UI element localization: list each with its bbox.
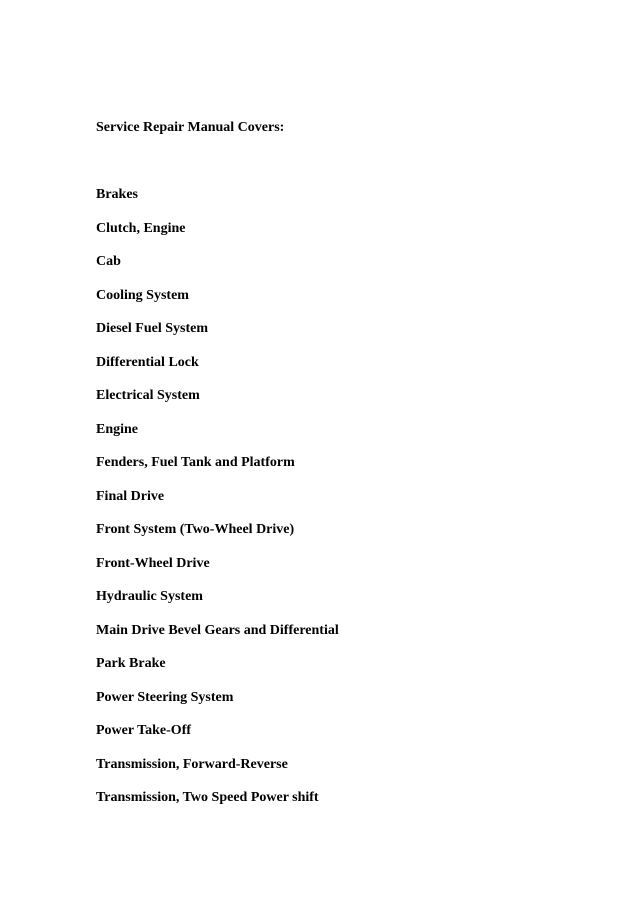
topic-item: Transmission, Forward-Reverse [96, 756, 288, 772]
topic-item: Engine [96, 421, 139, 437]
topic-item: Front System (Two-Wheel Drive) [96, 522, 295, 537]
page-heading: Service Repair Manual Covers: [96, 120, 285, 135]
topics-list [96, 186, 339, 823]
topic-item: Fenders, Fuel Tank and Platform [96, 455, 295, 470]
topic-item: Hydraulic System [96, 589, 203, 604]
topic-item: Cab [96, 254, 121, 269]
topic-item: Differential Lock [96, 354, 199, 370]
topic-item: Clutch, Engine [96, 220, 186, 236]
topic-item: Electrical System [96, 388, 200, 403]
topic-item: Final Drive [96, 488, 165, 504]
topic-item: Power Steering System [96, 689, 234, 705]
topic-item: Front-Wheel Drive [96, 555, 210, 571]
topic-item: Main Drive Bevel Gears and Differential [96, 622, 339, 638]
topic-item: Cooling System [96, 287, 189, 303]
topic-item: Diesel Fuel System [96, 321, 208, 336]
topic-item: Park Brake [96, 656, 166, 671]
topic-item: Transmission, Two Speed Power shift [96, 790, 319, 805]
topic-item: Brakes [96, 187, 138, 202]
topic-item: Power Take-Off [96, 723, 192, 738]
